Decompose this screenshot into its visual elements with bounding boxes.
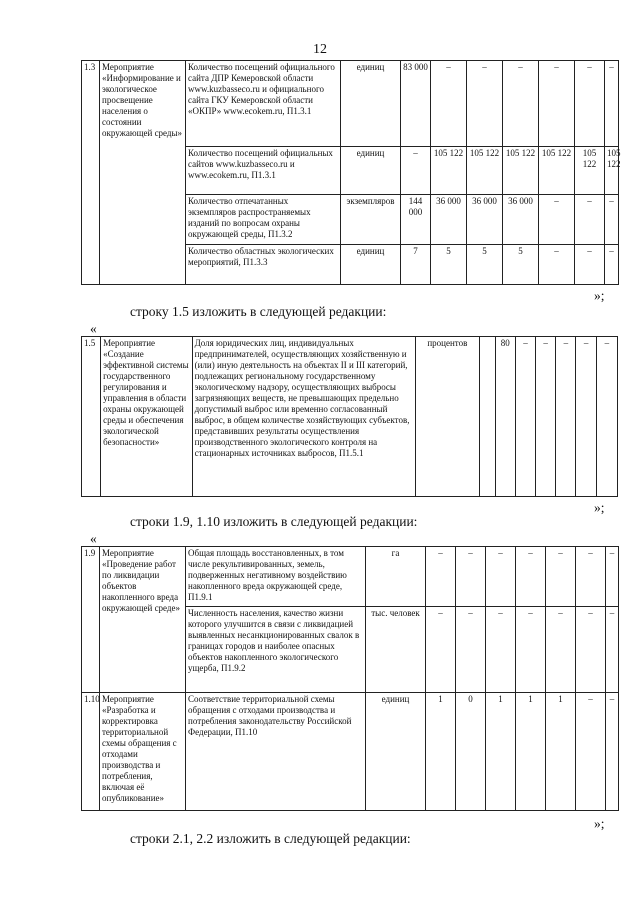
page-number: 12 [313,42,327,57]
value-cell: 36 000 [503,195,539,245]
value-cell: 80 [495,337,515,497]
value-cell: – [575,195,605,245]
indicator-cell: Соответствие территориальной схемы обращения с отходами производства и потребления законодательству Российской Федерации, П1.10 [186,693,366,811]
unit-cell: тыс. человек [366,607,426,693]
value-cell: 36 000 [431,195,467,245]
unit-cell: единиц [341,61,401,147]
value-cell: – [456,607,486,693]
value-cell: 5 [503,245,539,285]
indicators-table-1 [81,60,619,285]
value-cell: 105 122 [605,147,619,195]
value-cell: 1 [516,693,546,811]
value-cell: – [576,607,606,693]
table-row [82,337,618,497]
indicators-table-2 [81,336,618,497]
indicator-cell: Количество посещений официального сайта ДПР Кемеровской области www.kuzbasseco.ru и официального сайта ГКУ Кемеровской области «ОКПР» www.ecokem.ru, П1.3.1 [186,61,341,147]
value-cell: 1 [546,693,576,811]
value-cell: – [426,607,456,693]
value-cell: – [539,195,575,245]
value-cell: 5 [431,245,467,285]
value-cell [479,337,495,497]
row-number: 1.9 [82,547,100,693]
value-cell: – [546,607,576,693]
row-number: 1.10 [82,693,100,811]
end-quote: »; [594,500,605,515]
value-cell: – [467,61,503,147]
value-cell: – [546,547,576,607]
end-quote: »; [594,816,605,831]
value-cell: – [426,547,456,607]
measure-cell: Мероприятие «Проведение работ по ликвидации объектов накопленного вреда окружающей среде» [100,547,186,693]
value-cell: – [401,147,431,195]
unit-cell: процентов [415,337,479,497]
indicator-cell: Доля юридических лиц, индивидуальных предпринимателей, осуществляющих хозяйственную и (или) иную деятельность на объектах II и III категорий, подлежащих региональному государственному экологическому надзору, осуществляющих выбросы загрязняющих веществ, не превышающих предельно допустимый выброс или временно согласованный выброс, в общем количестве хозяйствующих субъектов, представивших результаты осуществления производственного экологического контроля на стационарных источниках выбросов, П1.5.1 [192,337,415,497]
table-row [82,693,619,811]
value-cell: 1 [486,693,516,811]
value-cell: 105 122 [503,147,539,195]
open-quote: « [90,321,97,336]
value-cell: – [575,245,605,285]
unit-cell: единиц [366,693,426,811]
indicator-cell: Количество областных экологических мероприятий, П1.3.3 [186,245,341,285]
value-cell: 105 122 [539,147,575,195]
value-cell: – [606,693,619,811]
indicator-cell: Количество посещений официальных сайтов www.kuzbasseco.ru и www.ecokem.ru, П1.3.1 [186,147,341,195]
value-cell: 36 000 [467,195,503,245]
value-cell: – [575,61,605,147]
instruction-text: строки 1.9, 1.10 изложить в следующей редакции: [130,514,418,529]
value-cell: – [556,337,576,497]
value-cell: – [431,61,467,147]
value-cell: – [486,607,516,693]
value-cell: 0 [456,693,486,811]
instruction-text: строки 2.1, 2.2 изложить в следующей редакции: [130,831,411,846]
instruction-text: строку 1.5 изложить в следующей редакции: [130,304,387,319]
measure-cell: Мероприятие «Разработка и корректировка территориальной схемы обращения с отходами производства и потребления, включая её опубликование» [100,693,186,811]
value-cell: 1 [426,693,456,811]
unit-cell: га [366,547,426,607]
value-cell: – [605,195,619,245]
value-cell: 105 122 [575,147,605,195]
unit-cell: единиц [341,147,401,195]
value-cell: 7 [401,245,431,285]
value-cell: – [516,547,546,607]
value-cell: – [606,607,619,693]
table-row [82,547,619,607]
value-cell: – [503,61,539,147]
unit-cell: единиц [341,245,401,285]
value-cell: – [486,547,516,607]
value-cell: – [606,547,619,607]
value-cell: – [515,337,535,497]
end-quote: »; [594,288,605,303]
measure-cell: Мероприятие «Создание эффективной системы государственного регулирования и управления в области охраны окружающей среды и обеспечения экологической безопасности» [101,337,192,497]
indicator-cell: Численность населения, качество жизни которого улучшится в связи с ликвидацией выявленных несанкционированных свалок в границах городов и наиболее опасных объектов накопленного экологического ущерба, П1.9.2 [186,607,366,693]
row-number: 1.5 [82,337,101,497]
value-cell: – [605,245,619,285]
value-cell: – [536,337,556,497]
value-cell: – [576,337,596,497]
open-quote: « [90,531,97,546]
value-cell: – [576,547,606,607]
value-cell: 105 122 [467,147,503,195]
value-cell: 5 [467,245,503,285]
measure-cell: Мероприятие «Информирование и экологическое просвещение населения о состоянии окружающей среды» [100,61,186,285]
indicator-cell: Общая площадь восстановленных, в том числе рекультивированных, земель, подверженных негативному воздействию накопленного вреда окружающей среде, П1.9.1 [186,547,366,607]
value-cell: – [539,245,575,285]
value-cell: 105 122 [431,147,467,195]
value-cell: 144 000 [401,195,431,245]
value-cell: 83 000 [401,61,431,147]
row-number: 1.3 [82,61,100,285]
value-cell: – [539,61,575,147]
value-cell: – [516,607,546,693]
value-cell: – [605,61,619,147]
value-cell: – [596,337,617,497]
indicators-table-3 [81,546,619,811]
table-row [82,61,619,147]
value-cell: – [456,547,486,607]
unit-cell: экземпляров [341,195,401,245]
indicator-cell: Количество отпечатанных экземпляров распространяемых изданий по вопросам охраны окружающей среды, П1.3.2 [186,195,341,245]
value-cell: – [576,693,606,811]
